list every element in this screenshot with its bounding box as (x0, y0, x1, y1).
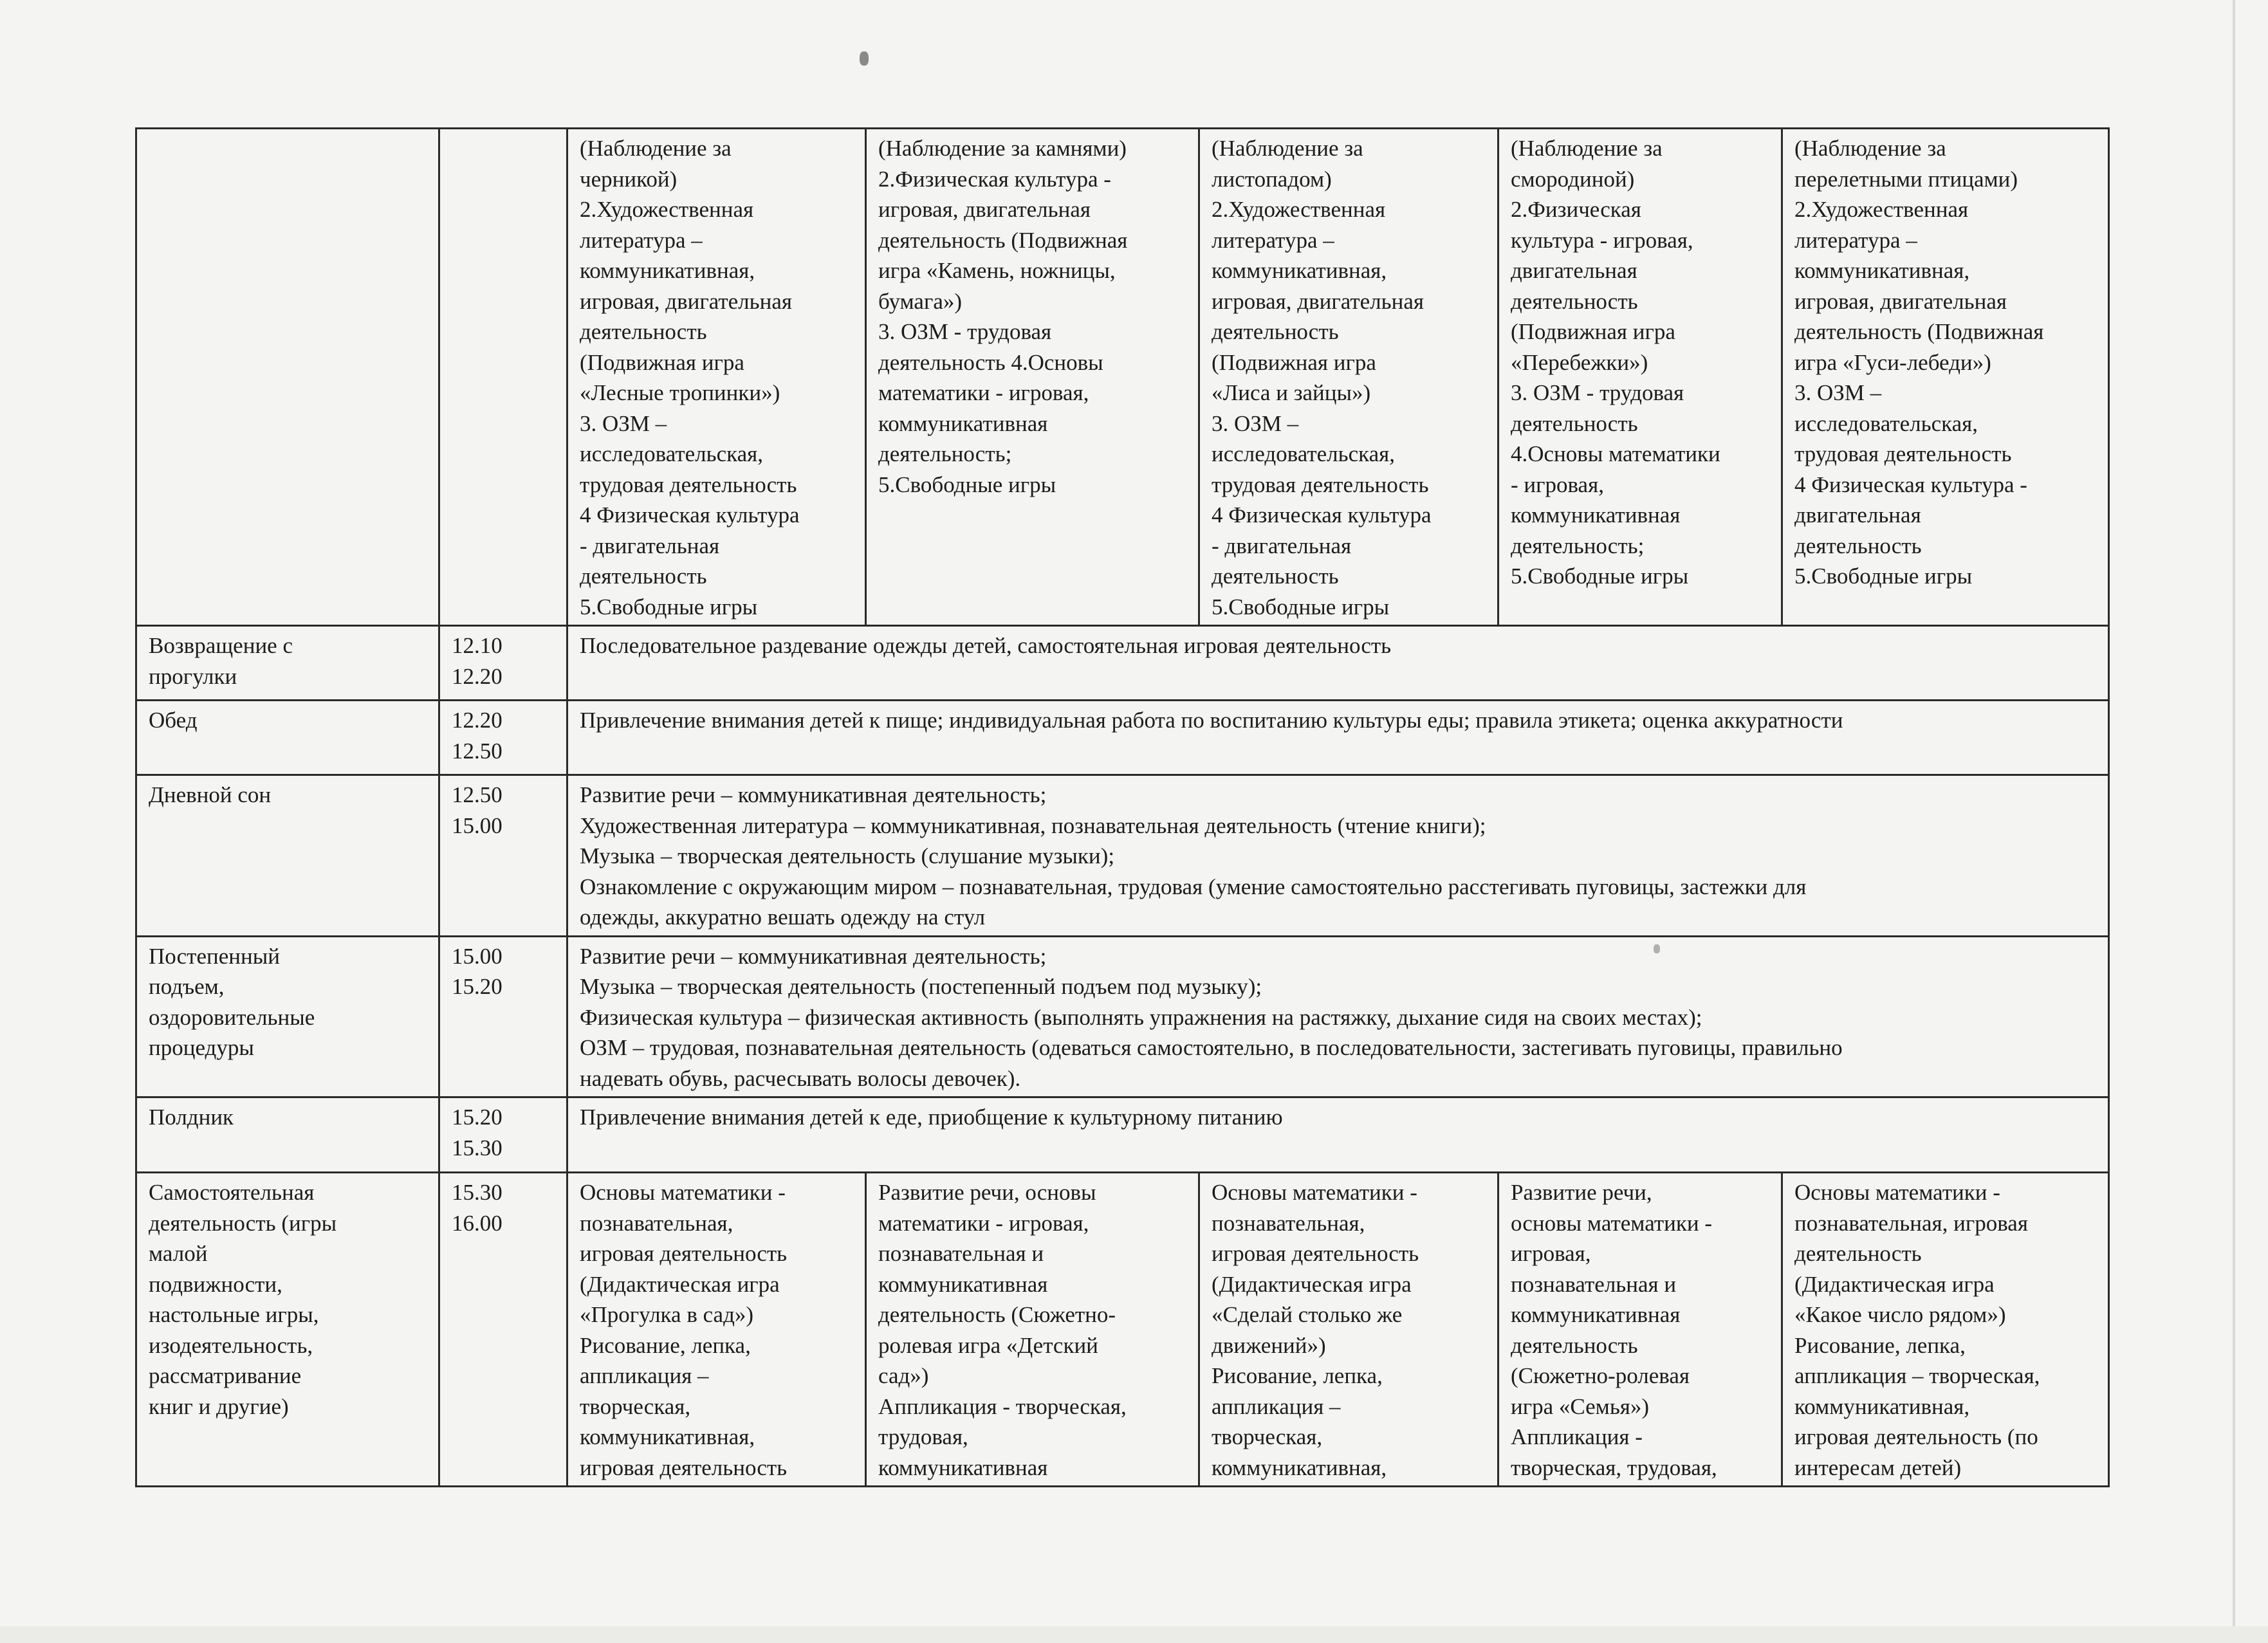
activity-name: Самостоятельная деятельность (игры малой подвижности, настольные игры, изодеятельность, рассматривание книг и другие) (136, 1173, 439, 1487)
activity-name: Дневной сон (136, 775, 439, 937)
walk-activities-row (136, 129, 2109, 626)
lunch-row (136, 701, 2109, 775)
tuesday-walk-cell: (Наблюдение за камнями) 2.Физическая культура - игровая, двигательная деятельность (Подвижная игра «Камень, ножницы, бумага») 3. ОЗМ - трудовая деятельность 4.Основы математики - игровая, коммуникативная деятельность; 5.Свободные игры (866, 129, 1199, 626)
activity-name: Постепенный подъем, оздоровительные процедуры (136, 936, 439, 1097)
daily-schedule-table (135, 127, 2110, 1487)
time-range: 12.10 12.20 (439, 626, 567, 701)
nap-row (136, 775, 2109, 937)
activity-description: Последовательное раздевание одежды детей, самостоятельная игровая деятельность (567, 626, 2109, 701)
wake-up-row (136, 936, 2109, 1097)
snack-row (136, 1097, 2109, 1173)
monday-activity-cell: Основы математики - познавательная, игровая деятельность (Дидактическая игра «Прогулка в сад») Рисование, лепка, аппликация – творческая, коммуникативная, игровая деятельность (567, 1173, 866, 1487)
empty-time-cell (439, 129, 567, 626)
activity-name: Возвращение с прогулки (136, 626, 439, 701)
wednesday-activity-cell: Основы математики - познавательная, игровая деятельность (Дидактическая игра «Сделай столько же движений») Рисование, лепка, аппликация – творческая, коммуникативная, (1199, 1173, 1498, 1487)
time-range: 15.20 15.30 (439, 1097, 567, 1173)
monday-walk-cell: (Наблюдение за черникой) 2.Художественная литература – коммуникативная, игровая, двигательная деятельность (Подвижная игра «Лесные тропинки») 3. ОЗМ – исследовательская, трудовая деятельность 4 Физическая культура - двигательная деятельность 5.Свободные игры (567, 129, 866, 626)
thursday-walk-cell: (Наблюдение за смородиной) 2.Физическая культура - игровая, двигательная деятельность (Подвижная игра «Перебежки») 3. ОЗМ - трудовая деятельность 4.Основы математики - игровая, коммуникативная деятельность; 5.Свободные игры (1498, 129, 1782, 626)
thursday-activity-cell: Развитие речи, основы математики - игровая, познавательная и коммуникативная деятельность (Сюжетно-ролевая игра «Семья») Аппликация - творческая, трудовая, (1498, 1173, 1782, 1487)
activity-name: Полдник (136, 1097, 439, 1173)
scan-speck (860, 51, 869, 66)
time-range: 12.50 15.00 (439, 775, 567, 937)
page-edge (2233, 0, 2235, 1643)
friday-walk-cell: (Наблюдение за перелетными птицами) 2.Художественная литература – коммуникативная, игровая, двигательная деятельность (Подвижная игра «Гуси-лебеди») 3. ОЗМ – исследовательская, трудовая деятельность 4 Физическая культура - двигательная деятельность 5.Свободные игры (1782, 129, 2109, 626)
return-from-walk-row (136, 626, 2109, 701)
activity-description: Привлечение внимания детей к еде, приобщение к культурному питанию (567, 1097, 2109, 1173)
activity-name: Обед (136, 701, 439, 775)
page-bottom-margin (0, 1626, 2268, 1643)
time-range: 12.20 12.50 (439, 701, 567, 775)
time-range: 15.30 16.00 (439, 1173, 567, 1487)
time-range: 15.00 15.20 (439, 936, 567, 1097)
empty-name-cell (136, 129, 439, 626)
free-activity-row (136, 1173, 2109, 1487)
activity-description: Привлечение внимания детей к пище; индивидуальная работа по воспитанию культуры еды; правила этикета; оценка аккуратности (567, 701, 2109, 775)
wednesday-walk-cell: (Наблюдение за листопадом) 2.Художественная литература – коммуникативная, игровая, двигательная деятельность (Подвижная игра «Лиса и зайцы») 3. ОЗМ – исследовательская, трудовая деятельность 4 Физическая культура - двигательная деятельность 5.Свободные игры (1199, 129, 1498, 626)
friday-activity-cell: Основы математики - познавательная, игровая деятельность (Дидактическая игра «Какое число рядом») Рисование, лепка, аппликация – творческая, коммуникативная, игровая деятельность (по интересам детей) (1782, 1173, 2109, 1487)
activity-description: Развитие речи – коммуникативная деятельность; Художественная литература – коммуникативная, познавательная деятельность (чтение книги); Музыка – творческая деятельность (слушание музыки); Ознакомление с окружающим миром – познавательная, трудовая (умение самостоятельно расстегивать пуговицы, застежки для одежды, аккуратно вешать одежду на стул (567, 775, 2109, 937)
tuesday-activity-cell: Развитие речи, основы математики - игровая, познавательная и коммуникативная деятельность (Сюжетно- ролевая игра «Детский сад») Аппликация - творческая, трудовая, коммуникативная (866, 1173, 1199, 1487)
activity-description: Развитие речи – коммуникативная деятельность; Музыка – творческая деятельность (постепенный подъем под музыку); Физическая культура – физическая активность (выполнять упражнения на растяжку, дыхание сидя на своих местах); ОЗМ – трудовая, познавательная деятельность (одеваться самостоятельно, в последовательности, застегивать пуговицы, правильно надевать обувь, расчесывать волосы девочек). (567, 936, 2109, 1097)
